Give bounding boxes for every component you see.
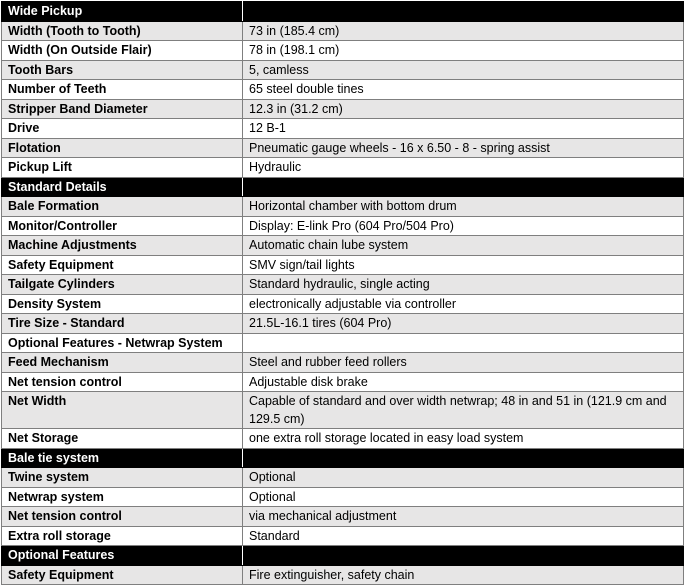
section-header-empty xyxy=(243,177,684,197)
row-value: Display: E-link Pro (604 Pro/504 Pro) xyxy=(243,216,684,236)
row-value: 78 in (198.1 cm) xyxy=(243,41,684,61)
table-row xyxy=(2,333,684,353)
table-row xyxy=(2,60,684,80)
row-label: Width (Tooth to Tooth) xyxy=(2,21,243,41)
row-value xyxy=(243,333,684,353)
table-row xyxy=(2,507,684,527)
row-label: Optional Features - Netwrap System xyxy=(2,333,243,353)
row-label: Number of Teeth xyxy=(2,80,243,100)
row-label: Feed Mechanism xyxy=(2,353,243,373)
row-label: Tailgate Cylinders xyxy=(2,275,243,295)
table-row xyxy=(2,429,684,449)
table-row xyxy=(2,158,684,178)
row-value: one extra roll storage located in easy load system xyxy=(243,429,684,449)
row-label: Pickup Lift xyxy=(2,158,243,178)
specifications-table xyxy=(1,1,684,585)
table-row xyxy=(2,372,684,392)
row-value: Pneumatic gauge wheels - 16 x 6.50 - 8 - spring assist xyxy=(243,138,684,158)
row-label: Net tension control xyxy=(2,372,243,392)
row-label: Net tension control xyxy=(2,507,243,527)
row-label: Stripper Band Diameter xyxy=(2,99,243,119)
section-title: Wide Pickup xyxy=(2,2,243,22)
table-row xyxy=(2,468,684,488)
row-value: 12.3 in (31.2 cm) xyxy=(243,99,684,119)
table-row xyxy=(2,526,684,546)
row-value: 12 B-1 xyxy=(243,119,684,139)
row-label: Flotation xyxy=(2,138,243,158)
row-value: Capable of standard and over width netwrap; 48 in and 51 in (121.9 cm and 129.5 cm) xyxy=(243,392,684,429)
row-value: Steel and rubber feed rollers xyxy=(243,353,684,373)
row-value: 73 in (185.4 cm) xyxy=(243,21,684,41)
row-value: electronically adjustable via controller xyxy=(243,294,684,314)
table-row xyxy=(2,392,684,429)
row-label: Netwrap system xyxy=(2,487,243,507)
table-row xyxy=(2,216,684,236)
row-value: Optional xyxy=(243,468,684,488)
row-label: Safety Equipment xyxy=(2,565,243,585)
row-label: Drive xyxy=(2,119,243,139)
row-value: SMV sign/tail lights xyxy=(243,255,684,275)
row-value: Standard xyxy=(243,526,684,546)
row-label: Twine system xyxy=(2,468,243,488)
row-value: Horizontal chamber with bottom drum xyxy=(243,197,684,217)
section-header-optional-features xyxy=(2,546,684,566)
table-row xyxy=(2,314,684,334)
row-value: 21.5L-16.1 tires (604 Pro) xyxy=(243,314,684,334)
table-row xyxy=(2,255,684,275)
table-row xyxy=(2,236,684,256)
table-row xyxy=(2,353,684,373)
section-header-standard-details xyxy=(2,177,684,197)
section-header-empty xyxy=(243,546,684,566)
row-value: Hydraulic xyxy=(243,158,684,178)
row-label: Net Width xyxy=(2,392,243,429)
table-row xyxy=(2,197,684,217)
table-row xyxy=(2,119,684,139)
table-row xyxy=(2,565,684,585)
row-label: Bale Formation xyxy=(2,197,243,217)
row-value: via mechanical adjustment xyxy=(243,507,684,527)
table-row xyxy=(2,487,684,507)
row-label: Safety Equipment xyxy=(2,255,243,275)
table-row xyxy=(2,21,684,41)
section-header-wide-pickup xyxy=(2,2,684,22)
row-label: Width (On Outside Flair) xyxy=(2,41,243,61)
table-row xyxy=(2,275,684,295)
section-title: Optional Features xyxy=(2,546,243,566)
table-row xyxy=(2,80,684,100)
row-label: Tooth Bars xyxy=(2,60,243,80)
row-value: Standard hydraulic, single acting xyxy=(243,275,684,295)
row-value: Adjustable disk brake xyxy=(243,372,684,392)
section-header-empty xyxy=(243,448,684,468)
row-label: Extra roll storage xyxy=(2,526,243,546)
row-label: Tire Size - Standard xyxy=(2,314,243,334)
table-row xyxy=(2,138,684,158)
section-header-bale-tie-system xyxy=(2,448,684,468)
table-row xyxy=(2,99,684,119)
row-value: 65 steel double tines xyxy=(243,80,684,100)
section-title: Standard Details xyxy=(2,177,243,197)
row-value: Automatic chain lube system xyxy=(243,236,684,256)
row-label: Monitor/Controller xyxy=(2,216,243,236)
table-row xyxy=(2,294,684,314)
row-label: Machine Adjustments xyxy=(2,236,243,256)
row-label: Net Storage xyxy=(2,429,243,449)
row-value: Optional xyxy=(243,487,684,507)
section-title: Bale tie system xyxy=(2,448,243,468)
row-value: Fire extinguisher, safety chain xyxy=(243,565,684,585)
row-value: 5, camless xyxy=(243,60,684,80)
section-header-empty xyxy=(243,2,684,22)
table-row xyxy=(2,41,684,61)
row-label: Density System xyxy=(2,294,243,314)
